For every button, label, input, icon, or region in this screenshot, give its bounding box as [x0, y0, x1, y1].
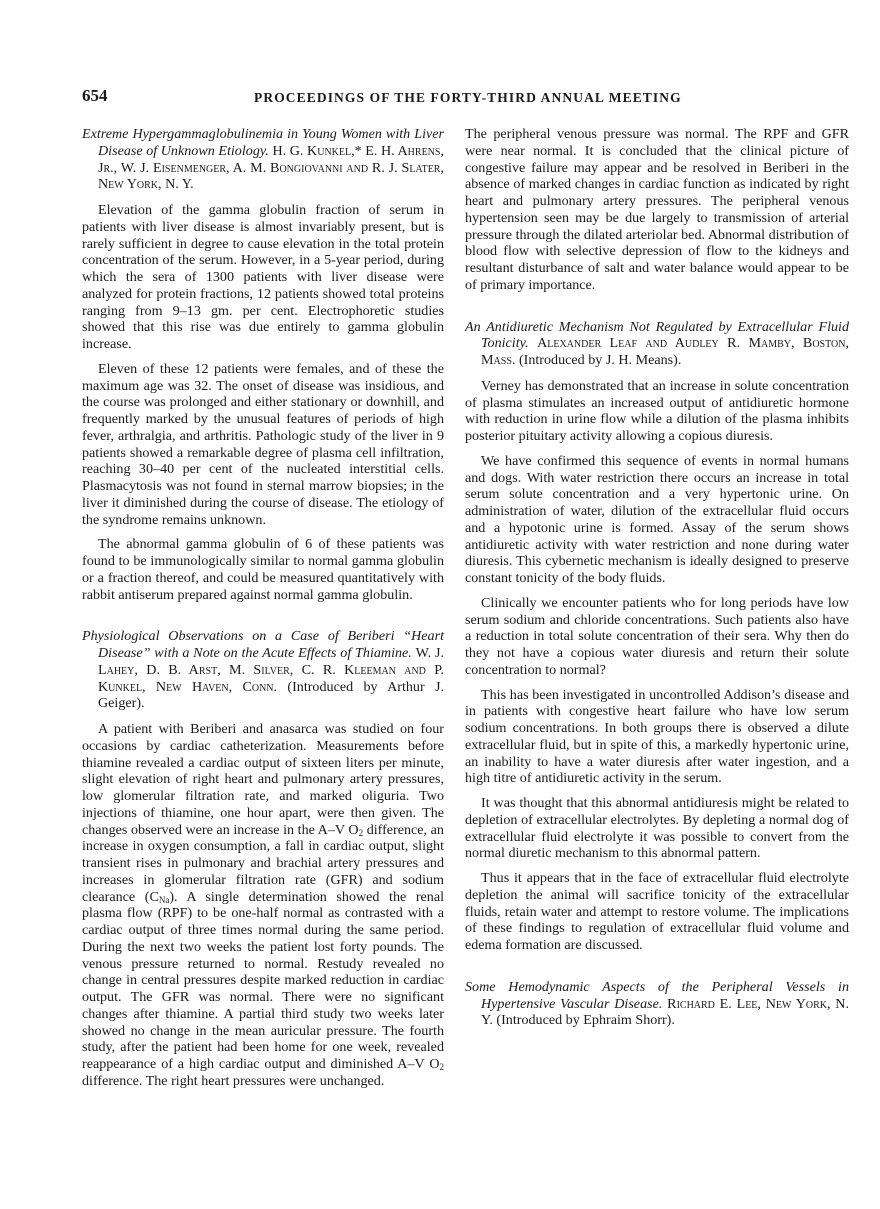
abstract-2-paragraph	[82, 721, 444, 1090]
abstract-2-heading	[82, 628, 444, 712]
section-spacer	[82, 603, 444, 628]
abstract-1-authors: H. G. Kunkel,* E. H. Ahrens, Jr., W. J. Eisenmenger, A. M. Bongiovanni and R. J. Slater, New York, N. Y.	[98, 142, 444, 193]
abstract-3-paragraph: Verney has demonstrated that an increase in solute concentration of plasma stimulates an increased output of antidiuretic hormone with reduction in urine flow while a dilution of the plasma inhibits posterior pituitary activity allowing a copious diuresis.	[465, 377, 849, 444]
abstract-4-heading	[465, 979, 849, 1029]
running-head: PROCEEDINGS OF THE FORTY-THIRD ANNUAL MEETING	[254, 90, 682, 105]
abstract-1-paragraph: The abnormal gamma globulin of 6 of these patients was found to be immunologically similar to normal gamma globulin or a fraction thereof, and could be measured quantitatively with rabbit antiserum prepared against normal gamma globulin.	[82, 536, 444, 603]
abstract-4-title: Some Hemodynamic Aspects of the Peripheral Vessels in Hypertensive Vascular Disease.	[465, 978, 849, 1012]
section-spacer	[465, 294, 849, 319]
subscript: 2	[439, 1062, 444, 1072]
section-spacer	[465, 954, 849, 979]
subscript: 2	[358, 827, 364, 838]
abstract-1-title: Extreme Hypergammaglobulinemia in Young Women with Liver Disease of Unknown Etiology.	[82, 126, 444, 159]
abstract-3-paragraph: This has been investigated in uncontrolled Addison’s disease and in patients with congestive heart failure who have low serum sodium concentrations. In both groups there is observed a dilute extracellular fluid, but in spite of this, a markedly hypertonic urine, an inability to have a water diuresis after water ingestion, and a high titre of antidiuretic activity in the serum.	[465, 686, 849, 787]
abstract-4-authors: Richard E. Lee, New York, N. Y.	[481, 995, 849, 1029]
text-run: difference. The right heart pressures were unchanged.	[82, 1072, 385, 1089]
page-number: 654	[82, 86, 108, 105]
left-column	[82, 126, 444, 1090]
abstract-3-introduced-by: (Introduced by J. H. Means).	[518, 352, 682, 368]
abstract-1-paragraph: Elevation of the gamma globulin fraction of serum in patients with liver disease is almost invariably present, but is rarely sufficient in degree to cause elevation in the total protein concentration of the serum. However, in a 5-year period, during which the sera of 1300 patients with liver disease were analyzed for protein fractions, 12 patients showed total proteins ranging from 9–13 gm. per cent. Electrophoretic studies showed that this rise was due entirely to gamma globulin increase.	[82, 202, 444, 352]
abstract-2-introduced-by: (Introduced by Arthur J. Geiger).	[98, 678, 444, 712]
abstract-3-paragraph: Clinically we encounter patients who for long periods have low serum sodium and chloride concentrations. Such patients also have a reduction in total solute concentration of their sera. Why then do they not have a copious water diuresis and return their solute concentration to normal?	[465, 594, 849, 678]
right-column	[465, 126, 849, 1029]
abstract-3-paragraph: Thus it appears that in the face of extracellular fluid electrolyte depletion the animal will sacrifice tonicity of the extracellular fluids, retain water and attempt to restore volume. The implications of these findings to regulation of extracellular fluid volume and edema formation are discussed.	[465, 870, 849, 953]
abstract-2-paragraph-continued: The peripheral venous pressure was normal. The RPF and GFR were near normal. It is concluded that the clinical picture of congestive failure may appear and be resolved in Beriberi in the absence of marked changes in cardiac function as indicated by right heart and pulmonary artery pressures. The peripheral venous hypertension seen may be due largely to transmission of arterial pressure through the dilated arteriolar bed. Abnormal distribution of blood flow with selective depression of flow to the kidneys and resultant disturbance of salt and water balance would appear to be of primary importance.	[465, 126, 849, 293]
abstract-3-paragraph: We have confirmed this sequence of events in normal humans and dogs. With water restriction there occurs an increase in total serum solute concentration and a very hypertonic urine. On administration of water, dilution of the extracellular fluid occurs and a hypotonic urine is formed. Assay of the serum shows antidiuretic activity with water restriction and none during water diuresis. This cybernetic mechanism is ideally designed to preserve constant tonicity of the body fluids.	[465, 452, 849, 586]
text-run: difference, an increase in oxygen consumption, a fall in cardiac output, slight transient rises in pulmonary and brachial artery pressures and increases in glomerular filtration rate (GFR) and sodium clearance (C	[82, 821, 444, 905]
abstract-3-paragraph: It was thought that this abnormal antidiuresis might be related to depletion of extracellular electrolytes. By depleting a normal dog of extracellular fluid electrolyte it was possible to convert from the normal diuretic mechanism to this abnormal pattern.	[465, 795, 849, 862]
abstract-3-title: An Antidiuretic Mechanism Not Regulated by Extracellular Fluid Tonicity.	[465, 318, 849, 352]
abstract-3-authors: Alexander Leaf and Audley R. Mamby, Boston, Mass.	[481, 335, 849, 368]
subscript: Na	[158, 894, 170, 905]
abstract-4-introduced-by: (Introduced by Ephraim Shorr).	[496, 1012, 675, 1029]
abstract-2-title: Physiological Observations on a Case of Beriberi “Heart Disease” with a Note on the Acute Effects of Thiamine.	[82, 628, 444, 661]
abstract-2-authors: W. J. Lahey, D. B. Arst, M. Silver, C. R. Kleeman and P. Kunkel, New Haven, Conn.	[98, 645, 444, 695]
abstract-1-heading	[82, 126, 444, 193]
abstract-1-paragraph: Eleven of these 12 patients were females, and of these the maximum age was 32. The onset of disease was insidious, and the course was prolonged and either stationary or downhill, and frequently marked by the unusual features of periods of high fever, arthralgia, and arthritis. Pathologic study of the liver in 9 patients showed a remarkable degree of plasma cell infiltration, reaching 30–40 per cent of the nucleated interstitial cells. Plasmacytosis was not found in sternal marrow biopsies; in the liver it diminished during the course of disease. The etiology of the syndrome remains unknown.	[82, 360, 444, 528]
text-run: ). A single determination showed the renal plasma flow (RPF) to be one-half normal as contrasted with a cardiac output of three times normal during the same period. During the next two weeks the patient lost forty pounds. The venous pressure returned to normal. Restudy revealed no change in central pressures despite marked reduction in cardiac output. The GFR was normal. There were no significant changes after thiamine. A partial third study two weeks later showed no change in the mean auricular pressure. The fourth study, after the patient had been home for one week, revealed reappearance of a high cardiac output and diminished A–V O	[82, 888, 444, 1072]
text-run: A patient with Beriberi and anasarca was studied on four occasions by cardiac catheterization. Measurements before thiamine revealed a cardiac output of sixteen liters per minute, slight elevation of right heart and pulmonary artery pressures, low glomerular filtration rate, and marked oliguria. Two injections of thiamine, one hour apart, were then given. The changes observed were an increase in the A–V O	[82, 721, 444, 838]
abstract-3-heading	[465, 319, 849, 369]
